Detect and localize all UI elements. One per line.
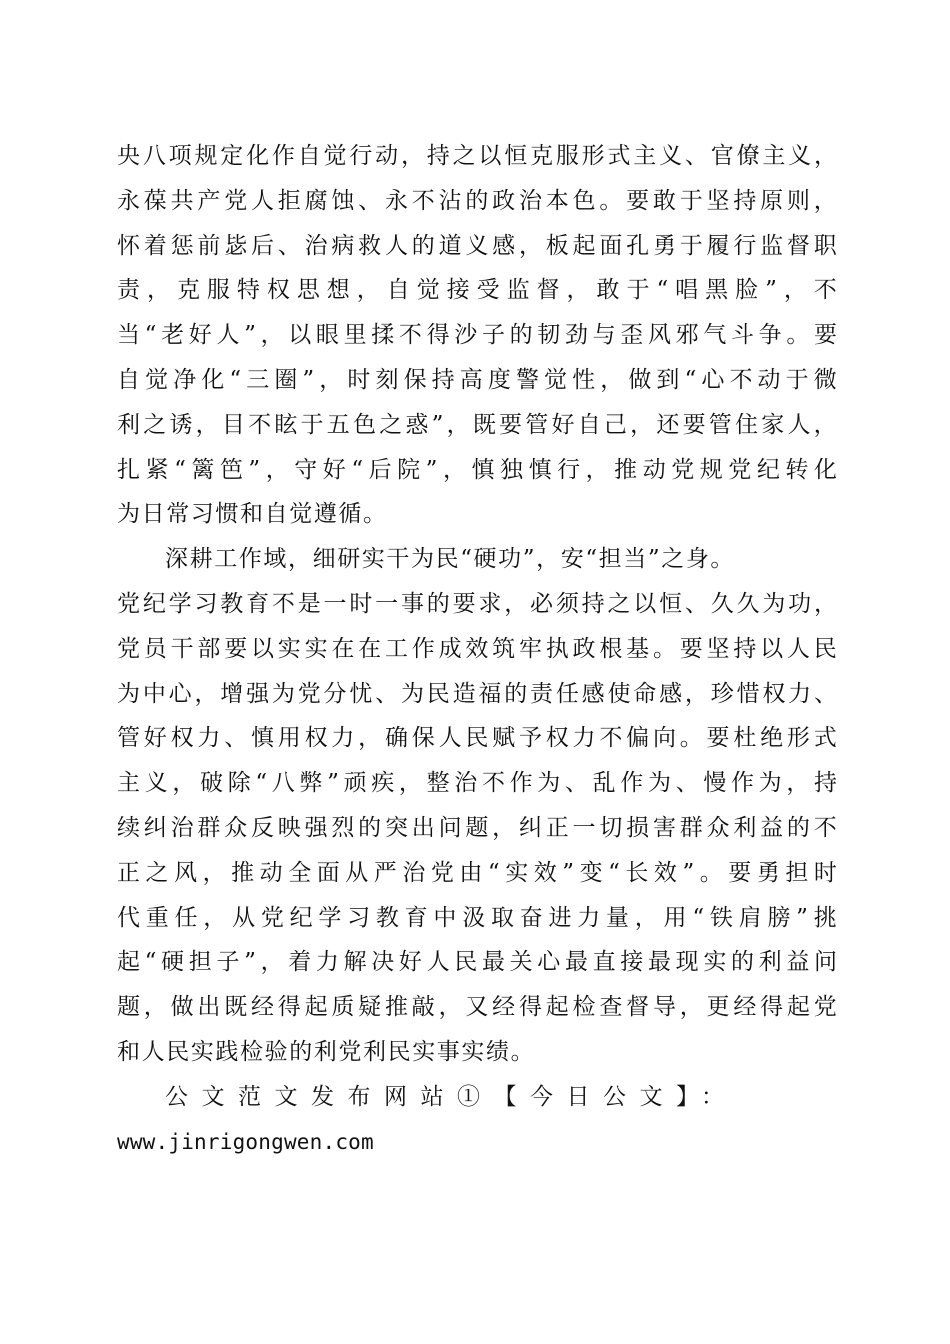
text-line: 题 ， 做 出 既 经 得 起 质 疑 推 敲 ， 又 经 得 起 检 查 督 导 ， 更 经 得 起 党 (117, 994, 837, 1021)
text-line: 为日常习惯和自觉遵循。 (117, 501, 388, 528)
document-body (117, 134, 837, 1164)
text-line: 利 之 诱 ， 目 不 眩 于 五 色 之 惑 ” ， 既 要 管 好 自 己 ， 还 要 管 住 家 人 ， (117, 411, 837, 438)
text-line: 为 中 心 ， 增 强 为 党 分 忧 、 为 民 造 福 的 责 任 感 使 命 感 ， 珍 惜 权 力 、 (117, 680, 837, 707)
paragraph-2 (117, 537, 837, 1075)
text-line: 正 之 风 ， 推 动 全 面 从 严 治 党 由 “ 实 效 ” 变 “ 长 效 ” 。 要 勇 担 时 (117, 859, 837, 886)
text-line: 自 觉 净 化 “ 三 圈 ” ， 时 刻 保 持 高 度 警 觉 性 ， 做 到 “ 心 不 动 于 微 (117, 366, 837, 393)
text-line: 管 好 权 力 、 慎 用 权 力 ， 确 保 人 民 赋 予 权 力 不 偏 向 。 要 杜 绝 形 式 (117, 725, 837, 752)
source-url-link[interactable]: www.jinrigongwen.com (117, 1129, 374, 1154)
text-line: 党 员 干 部 要 以 实 实 在 在 工 作 成 效 筑 牢 执 政 根 基 。 要 坚 持 以 人 民 (117, 635, 837, 662)
text-line: 党 纪 学 习 教 育 不 是 一 时 一 事 的 要 求 ， 必 须 持 之 以 恒 、 久 久 为 功 ， (117, 590, 837, 617)
text-line: 代 重 任 ， 从 党 纪 学 习 教 育 中 汲 取 奋 进 力 量 ， 用 “ 铁 肩 膀 ” 挑 (117, 904, 837, 931)
paragraph-1 (117, 134, 837, 537)
text-line: 主 义 ， 破 除 “ 八 弊 ” 顽 疾 ， 整 治 不 作 为 、 乱 作 为 、 慢 作 为 ， 持 (117, 770, 837, 797)
text-line: 和人民实践检验的利党利民实事实绩。 (117, 1038, 536, 1065)
text-line: 责 ， 克 服 特 权 思 想 ， 自 觉 接 受 监 督 ， 敢 于 “ 唱 黑 脸 ” ， 不 (117, 277, 837, 304)
text-line: 永 葆 共 产 党 人 拒 腐 蚀 、 永 不 沾 的 政 治 本 色 。 要 敢 于 坚 持 原 则 ， (117, 187, 837, 214)
source-footer (117, 1075, 837, 1165)
text-line: 扎 紧 “ 篱 笆 ” ， 守 好 “ 后 院 ” ， 慎 独 慎 行 ， 推 动 党 规 党 纪 转 化 (117, 456, 837, 483)
text-line: 续 纠 治 群 众 反 映 强 烈 的 突 出 问 题 ， 纠 正 一 切 损 害 群 众 利 益 的 不 (117, 814, 837, 841)
text-line: 当 “ 老 好 人 ” ， 以 眼 里 揉 不 得 沙 子 的 韧 劲 与 歪 风 邪 气 斗 争 。 要 (117, 322, 837, 349)
text-line: 怀 着 惩 前 毖 后 、 治 病 救 人 的 道 义 感 ， 板 起 面 孔 勇 于 履 行 监 督 职 (117, 232, 837, 259)
source-label: 公文范文发布网站①【今日公文】： (165, 1083, 738, 1110)
text-line: 央 八 项 规 定 化 作 自 觉 行 动 ， 持 之 以 恒 克 服 形 式 主 义 、 官 僚 主 义 ， (117, 143, 837, 169)
text-line: 起 “ 硬 担 子 ” ， 着 力 解 决 好 人 民 最 关 心 最 直 接 最 现 实 的 利 益 问 (117, 949, 837, 976)
text-line: 深耕工作域，细研实干为民“硬功”，安“担当”之身。 (165, 546, 736, 573)
